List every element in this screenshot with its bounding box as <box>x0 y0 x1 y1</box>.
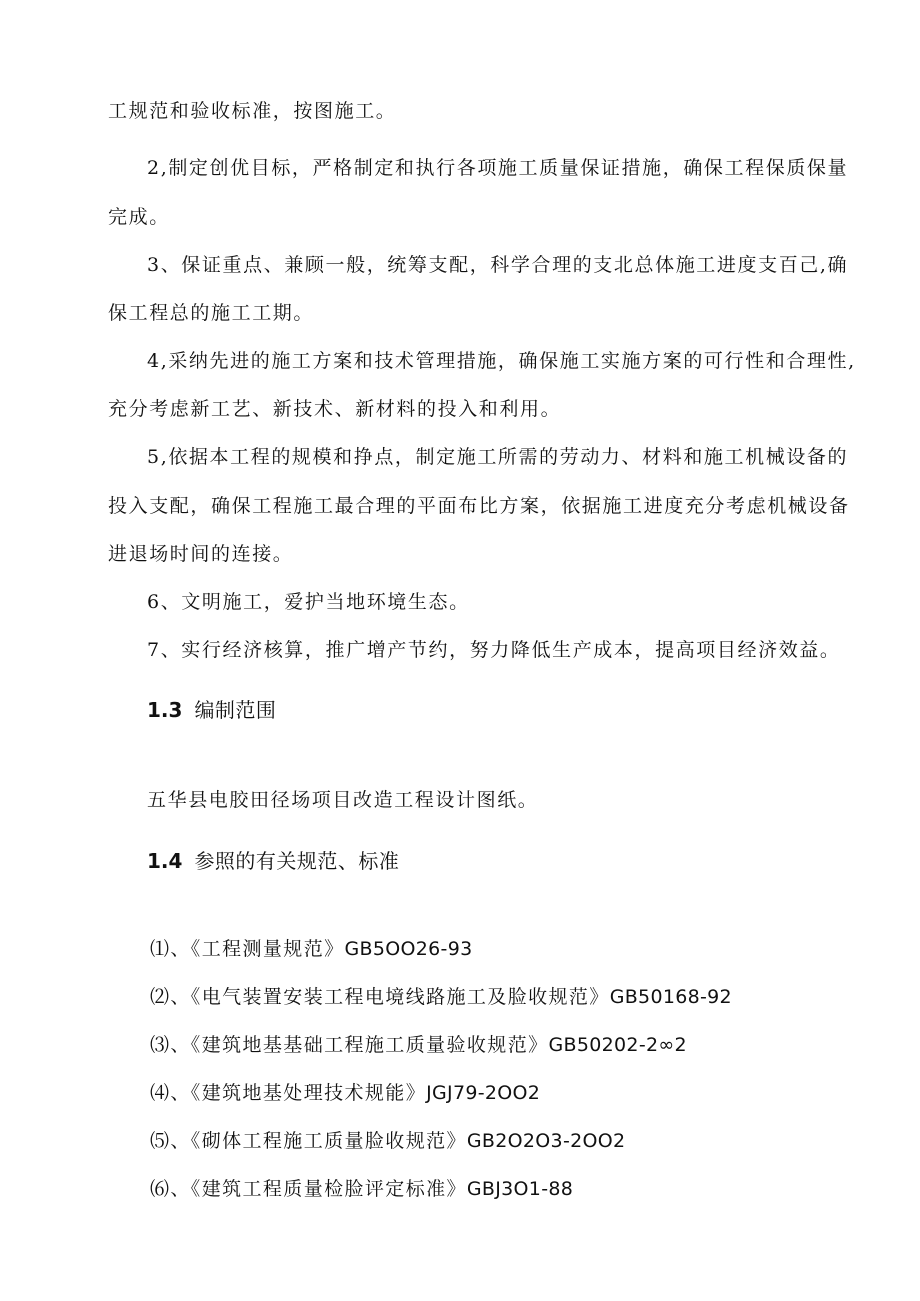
reference-title: ⑸、《砌体工程施工质量脸收规范》 <box>150 1130 467 1152</box>
body-line: 投入支配，确保工程施工最合理的平面布比方案，依据施工进度充分考虑机械设备 <box>108 495 850 517</box>
reference-code: JGJ79-2OO2 <box>426 1082 541 1104</box>
reference-item <box>150 937 472 961</box>
body-line: 7、实行经济核算，推广增产节约，努力降低生产成本，提高项目经济效益。 <box>147 639 841 661</box>
reference-item <box>150 1177 573 1201</box>
body-line: 3、保证重点、兼顾一般，统筹支配，科学合理的支北总体施工进度支百己,确 <box>147 254 849 276</box>
section-number: 1.4 <box>147 849 183 873</box>
reference-item <box>150 1081 540 1105</box>
section-heading-1-4 <box>147 848 399 874</box>
reference-title: ⑹、《建筑工程质量检脸评定标准》 <box>150 1178 467 1200</box>
reference-item <box>150 1033 687 1057</box>
reference-code: GB5OO26-93 <box>344 938 473 960</box>
reference-title: ⑷、《建筑地基处理技术规能》 <box>150 1082 427 1104</box>
section-title: 编制范围 <box>194 698 277 722</box>
reference-code: GBJ3O1-88 <box>466 1178 574 1200</box>
section-number: 1.3 <box>147 698 183 722</box>
reference-item <box>150 985 732 1009</box>
reference-item <box>150 1129 625 1153</box>
reference-code: GB50202-2∞2 <box>548 1034 687 1056</box>
scope-text: 五华县电胶田径场项目改造工程设计图纸。 <box>147 789 539 811</box>
reference-title: ⑶、《建筑地基基础工程施工质量验收规范》 <box>150 1034 549 1056</box>
reference-title: ⑵、《电气装置安装工程电境线路施工及脸收规范》 <box>150 986 610 1008</box>
body-line: 保工程总的施工工期。 <box>108 302 315 324</box>
section-title: 参照的有关规范、标准 <box>194 849 400 873</box>
reference-code: GB50168-92 <box>609 986 732 1008</box>
reference-title: ⑴、《工程测量规范》 <box>150 938 345 960</box>
section-heading-1-3 <box>147 697 276 723</box>
body-line: 4,采纳先进的施工方案和技术管理措施，确保施工实施方案的可行性和合理性, <box>147 350 856 372</box>
body-line: 6、文明施工，爱护当地环境生态。 <box>147 591 470 613</box>
body-line: 5,依据本工程的规模和挣点，制定施工所需的劳动力、材料和施工机械设备的 <box>147 446 849 468</box>
body-line: 充分考虑新工艺、新技术、新材料的投入和利用。 <box>108 398 562 420</box>
body-line: 完成。 <box>108 206 170 228</box>
body-line: 2,制定创优目标，严格制定和执行各项施工质量保证措施，确保工程保质保量 <box>147 157 849 179</box>
body-line: 进退场时间的连接。 <box>108 543 294 565</box>
body-line: 工规范和验收标准，按图施工。 <box>108 100 397 122</box>
reference-code: GB2O2O3-2OO2 <box>466 1130 626 1152</box>
